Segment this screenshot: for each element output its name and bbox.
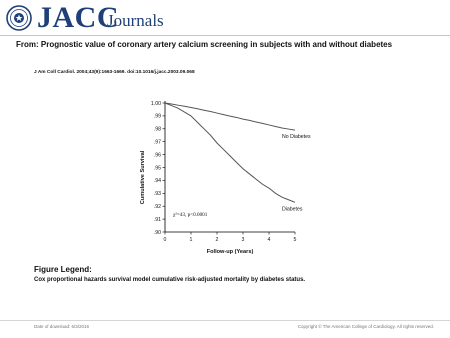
footer-divider [0, 320, 450, 321]
y-tick-label: 1.00 [150, 100, 161, 107]
copyright-notice: Copyright © The American College of Cardiology. All rights reserved. [297, 324, 434, 329]
series-line-diabetes [165, 103, 295, 202]
x-tick-label: 4 [267, 237, 271, 243]
download-date: Date of download: 6/3/2016 [34, 324, 90, 329]
jacc-seal-logo [6, 5, 32, 31]
series-label-no-diabetes: No Diabetes [282, 134, 311, 141]
series-label-diabetes: Diabetes [282, 206, 303, 213]
y-tick-label: .99 [153, 113, 161, 120]
series-line-no-diabetes [165, 103, 295, 130]
figure-legend-title: Figure Legend: [34, 265, 92, 274]
x-tick-label: 0 [163, 237, 167, 243]
figure-legend-text: Cox proportional hazards survival model cumulative risk-adjusted mortality by diabetes status. [34, 277, 306, 283]
x-tick-label: 1 [189, 237, 193, 243]
y-tick-label: .95 [153, 165, 161, 172]
y-tick-label: .90 [153, 229, 161, 236]
y-tick-label: .92 [153, 204, 161, 210]
y-tick-label: .98 [153, 126, 161, 133]
y-tick-label: .91 [153, 216, 161, 223]
statistic-annotation: χ²=43, p<0.0001 [173, 211, 208, 218]
survival-chart [115, 95, 325, 260]
x-tick-label: 2 [215, 237, 219, 243]
x-tick-label: 5 [293, 237, 297, 243]
y-tick-label: .93 [153, 191, 161, 198]
x-axis-label: Follow-up (Years) [206, 249, 254, 255]
y-axis-label: Cumulative Survival [140, 150, 146, 205]
header-divider [0, 35, 450, 36]
y-tick-label: .96 [153, 152, 161, 159]
source-article-title: From: Prognostic value of coronary artery calcium screening in subjects with and without diabetes [16, 40, 393, 49]
logo-wordmark: JACC [37, 1, 119, 34]
y-tick-label: .94 [153, 178, 161, 185]
journal-header [0, 0, 450, 38]
logo-subtitle: Journals [107, 11, 164, 30]
citation-text: J Am Coll Cardiol. 2004;43(9):1663-1669. doi:10.1016/j.jacc.2003.09.068 [34, 70, 195, 75]
y-tick-label: .97 [153, 139, 161, 146]
x-tick-label: 3 [241, 237, 245, 243]
